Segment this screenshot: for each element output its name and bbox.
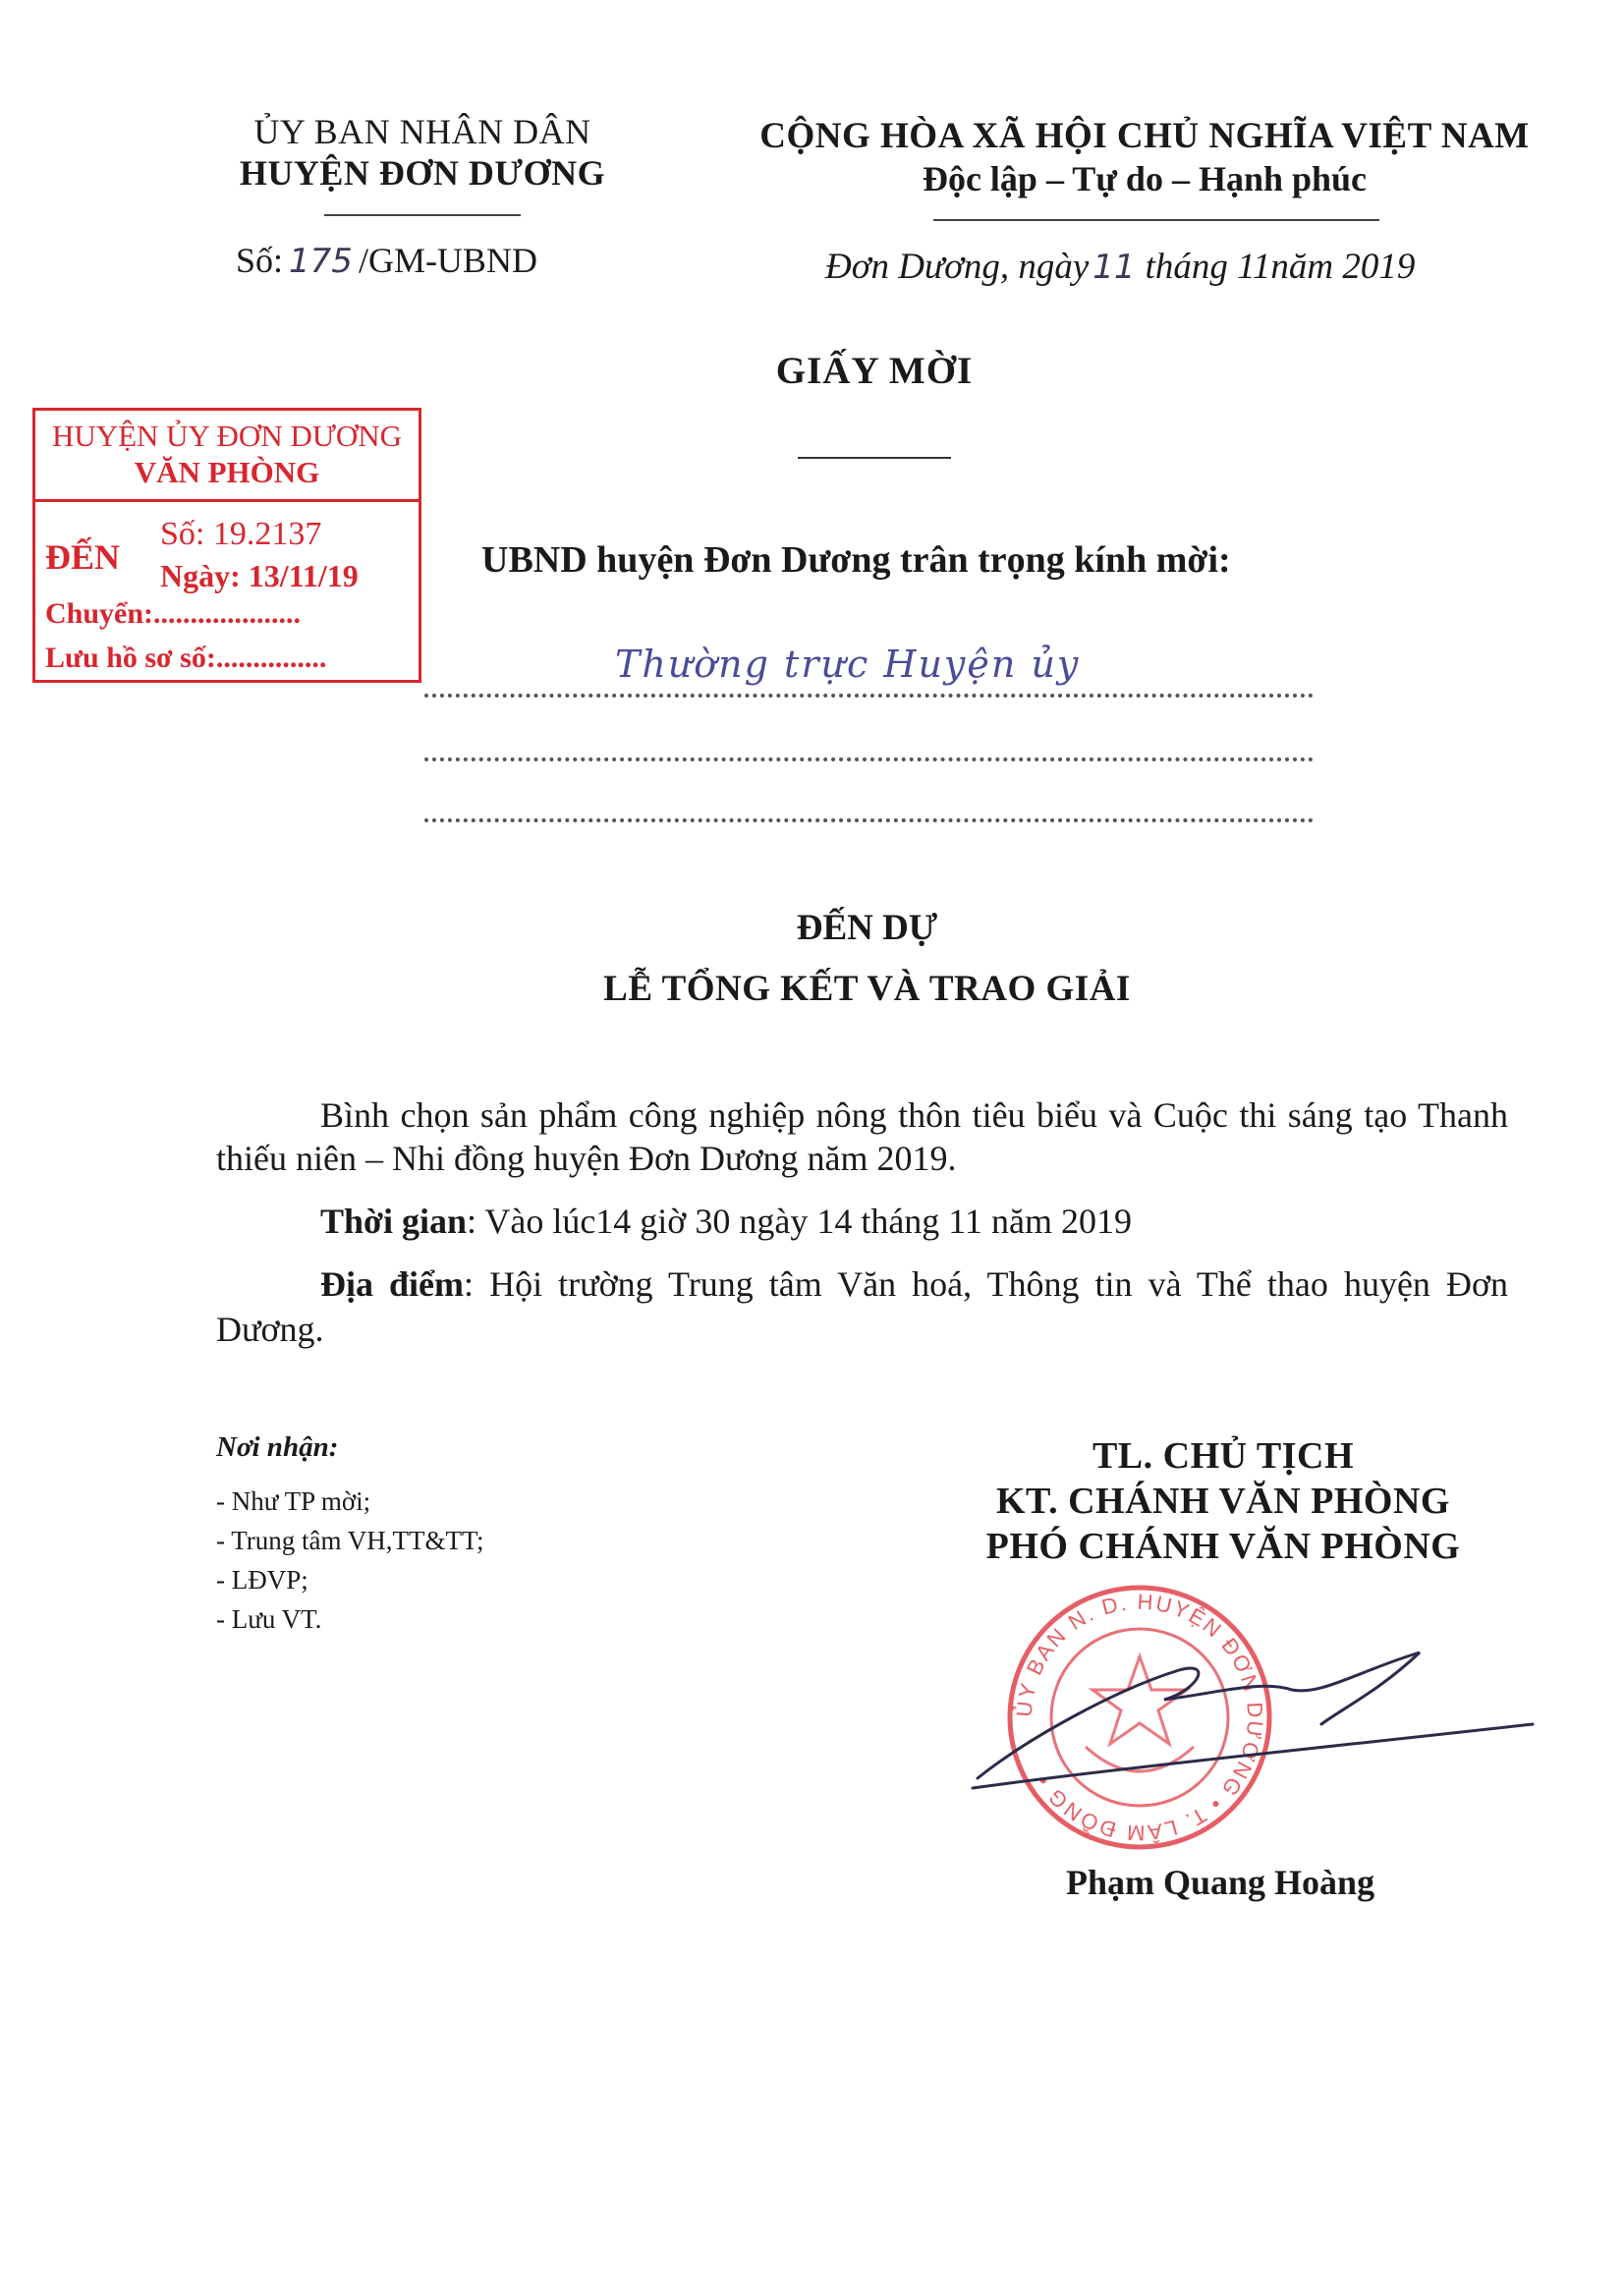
received-stamp-file: Lưu hồ sơ số:............... <box>45 642 327 674</box>
received-stamp-office: VĂN PHÒNG <box>134 455 320 489</box>
recipient-dotted-line-2 <box>424 757 1314 761</box>
recipient-dotted-line-3 <box>424 818 1314 822</box>
location-value: : Hội trường Trung tâm Văn hoá, Thông tin và Thể thao huyện Đơn Dương. <box>216 1264 1508 1349</box>
recipient-item: - Như TP mời; <box>216 1486 371 1516</box>
received-stamp-forward: Chuyển:.................... <box>45 597 302 630</box>
received-stamp-den: ĐẾN <box>45 537 121 577</box>
recipients-heading: Nơi nhận: <box>216 1431 339 1463</box>
agency-underline <box>324 214 521 216</box>
recipients-list <box>216 1482 484 1639</box>
date-month: tháng 11 <box>1145 247 1271 287</box>
place-prefix: Đơn Dương, ngày <box>825 247 1090 287</box>
received-stamp-org: HUYỆN ỦY ĐƠN DƯƠNG <box>51 419 403 453</box>
signature-title-3: PHÓ CHÁNH VĂN PHÒNG <box>985 1526 1461 1567</box>
recipient-item: - Lưu VT. <box>216 1604 322 1634</box>
attend-heading: ĐẾN DỰ <box>796 908 938 948</box>
agency-name-line1: ỦY BAN NHÂN DÂN <box>253 112 591 151</box>
place-and-date <box>825 246 1415 288</box>
document-number-handwritten: 175 <box>289 242 353 281</box>
date-year: năm 2019 <box>1270 247 1416 287</box>
received-stamp-header <box>35 411 419 502</box>
document-number-suffix: /GM-UBND <box>358 241 537 280</box>
invitation-line: UBND huyện Đơn Dương trân trọng kính mời: <box>481 539 1231 581</box>
date-day-handwritten: 11 <box>1092 248 1136 287</box>
received-stamp-number: Số: 19.2137 <box>160 516 322 552</box>
time-value: : Vào lúc14 giờ 30 ngày 14 tháng 11 năm 2019 <box>467 1202 1132 1241</box>
handwritten-signature <box>968 1631 1538 1818</box>
signature-title-1: TL. CHỦ TỊCH <box>1092 1435 1355 1477</box>
received-stamp-date: Ngày: 13/11/19 <box>160 558 359 593</box>
recipient-handwritten: Thường trực Huyện ủy <box>609 643 1086 686</box>
agency-name-line2: HUYỆN ĐƠN DƯƠNG <box>239 153 606 193</box>
received-stamp <box>32 408 421 683</box>
time-label: Thời gian <box>320 1202 467 1241</box>
recipient-dotted-line-1 <box>424 694 1314 698</box>
seal-text: ỦY BAN N. D. HUYỆN ĐƠN DƯƠNG • T. LÂM ĐỒNG • <box>1011 1589 1268 1846</box>
signer-name: Phạm Quang Hoàng <box>1066 1863 1375 1902</box>
recipient-item: - LĐVP; <box>216 1565 308 1595</box>
motto-underline <box>933 219 1379 221</box>
recipient-item: - Trung tâm VH,TT&TT; <box>216 1526 484 1555</box>
event-description: Bình chọn sản phẩm công nghiệp nông thôn tiêu biểu và Cuộc thi sáng tạo Thanh thiếu niên – Nhi đồng huyện Đơn Dương năm 2019. <box>216 1095 1508 1178</box>
document-number <box>236 240 537 281</box>
event-name: LỄ TỔNG KẾT VÀ TRAO GIẢI <box>603 969 1131 1009</box>
national-motto: Độc lập – Tự do – Hạnh phúc <box>922 159 1368 198</box>
signature-title-2: KT. CHÁNH VĂN PHÒNG <box>996 1481 1450 1522</box>
title-underline <box>798 457 951 459</box>
document-title: GIẤY MỜI <box>775 350 974 392</box>
event-time <box>320 1201 1132 1242</box>
location-label: Địa điểm <box>320 1264 465 1304</box>
event-location <box>216 1261 1508 1352</box>
document-number-prefix: Số: <box>236 241 284 280</box>
national-title: CỘNG HÒA XÃ HỘI CHỦ NGHĨA VIỆT NAM <box>759 116 1530 156</box>
